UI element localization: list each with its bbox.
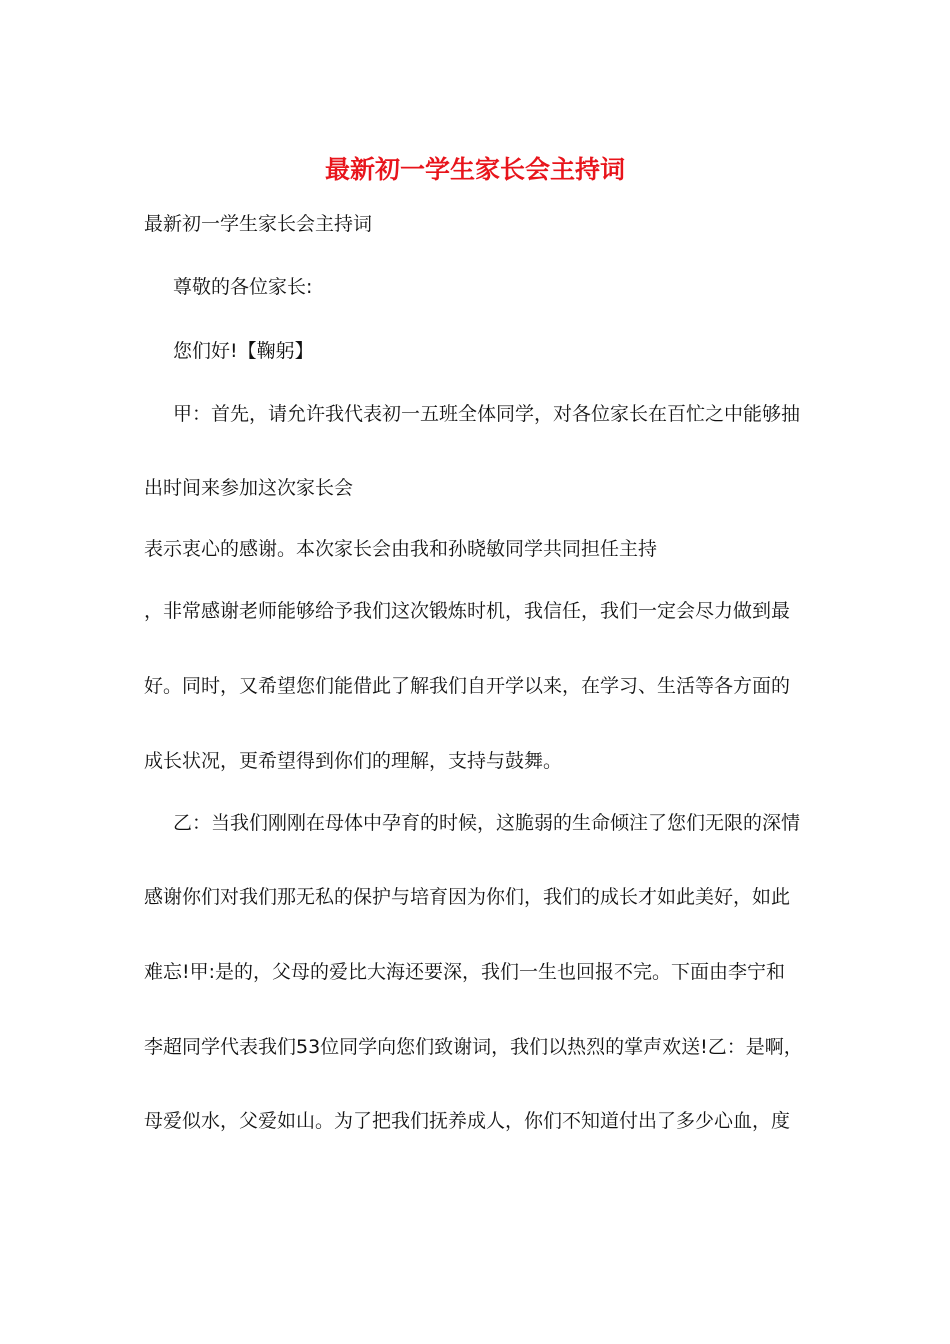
paragraph-line: 表示衷心的感谢。本次家长会由我和孙晓敏同学共同担任主持: [144, 538, 658, 560]
paragraph-line: ，非常感谢老师能够给予我们这次锻炼时机，我信任，我们一定会尽力做到最: [144, 600, 791, 622]
paragraph-line: 感谢你们对我们那无私的保护与培育因为你们，我们的成长才如此美好，如此: [144, 886, 791, 908]
paragraph-line: 李超同学代表我们53位同学向您们致谢词，我们以热烈的掌声欢送!乙：是啊，: [144, 1036, 803, 1058]
paragraph-line: 出时间来参加这次家长会: [144, 477, 354, 499]
paragraph-line: 乙：当我们刚刚在母体中孕育的时候，这脆弱的生命倾注了您们无限的深情: [173, 812, 801, 834]
salutation-line: 您们好!【鞠躬】: [173, 340, 314, 362]
heading-line: 最新初一学生家长会主持词: [144, 213, 373, 235]
paragraph-line: 成长状况，更希望得到你们的理解，支持与鼓舞。: [144, 750, 563, 772]
paragraph-line: 难忘!甲:是的，父母的爱比大海还要深，我们一生也回报不完。下面由李宁和: [144, 961, 786, 983]
paragraph-line: 甲：首先，请允许我代表初一五班全体同学，对各位家长在百忙之中能够抽: [173, 403, 801, 425]
greeting-line: 尊敬的各位家长:: [173, 276, 313, 298]
paragraph-line: 母爱似水，父爱如山。为了把我们抚养成人，你们不知道付出了多少心血，度: [144, 1110, 791, 1132]
document-title: 最新初一学生家长会主持词: [324, 155, 625, 184]
paragraph-line: 好。同时，又希望您们能借此了解我们自开学以来，在学习、生活等各方面的: [144, 675, 791, 697]
